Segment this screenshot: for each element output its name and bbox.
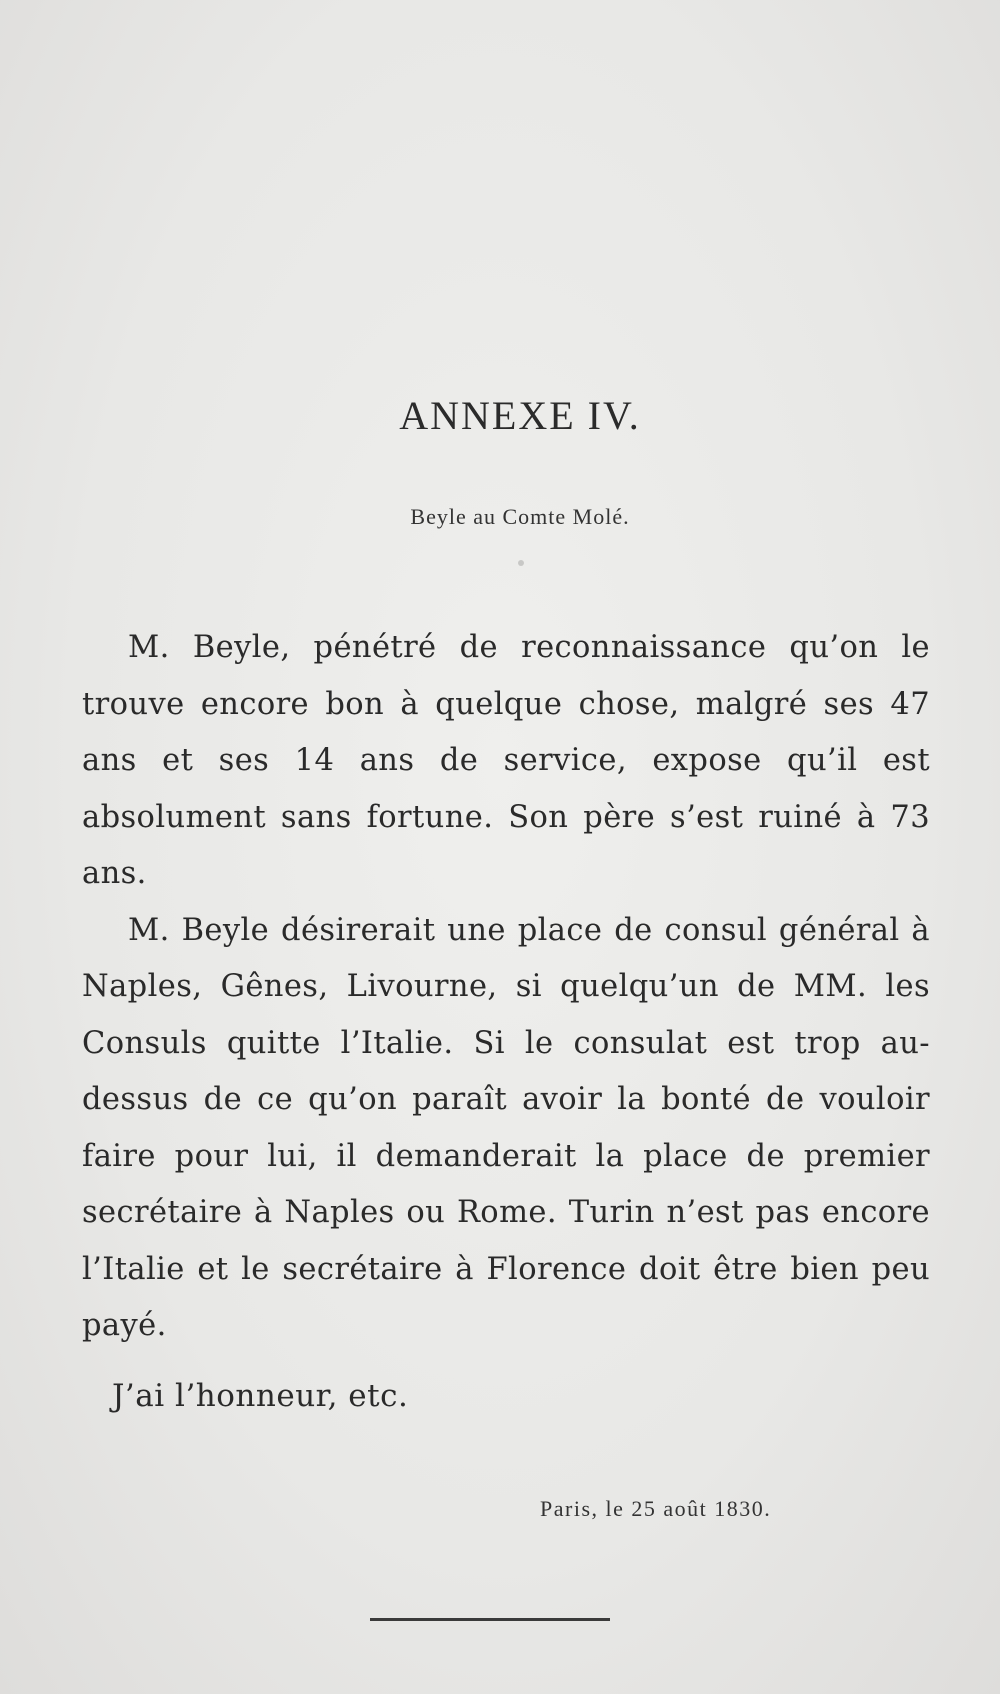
letter-body bbox=[82, 620, 930, 1355]
divider-rule bbox=[370, 1618, 610, 1621]
dateline: Paris, le 25 août 1830. bbox=[540, 1496, 772, 1521]
ornament-dot bbox=[518, 560, 524, 566]
paragraph-1: M. Beyle, pénétré de reconnaissance qu’on le trouve encore bon à quelque chose, malgré ses 47 ans et ses 14 ans de service, expose qu’il est absolument sans fortune. Son père s’est ruiné à 73 ans. bbox=[82, 630, 930, 891]
page-subtitle: Beyle au Comte Molé. bbox=[410, 504, 630, 529]
page-title: ANNEXE IV. bbox=[399, 393, 641, 438]
closing-line: J’ai l’honneur, etc. bbox=[112, 1378, 409, 1414]
paragraph-2: M. Beyle désirerait une place de consul général à Naples, Gênes, Livourne, si quelqu’un de MM. les Consuls quitte l’Italie. Si le consulat est trop au-dessus de ce qu’on paraît avoir la bonté de vouloir faire pour lui, il demanderait la place de premier secrétaire à Naples ou Rome. Turin n’est pas encore l’Italie et le secrétaire à Florence doit être bien peu payé. bbox=[82, 912, 930, 1343]
